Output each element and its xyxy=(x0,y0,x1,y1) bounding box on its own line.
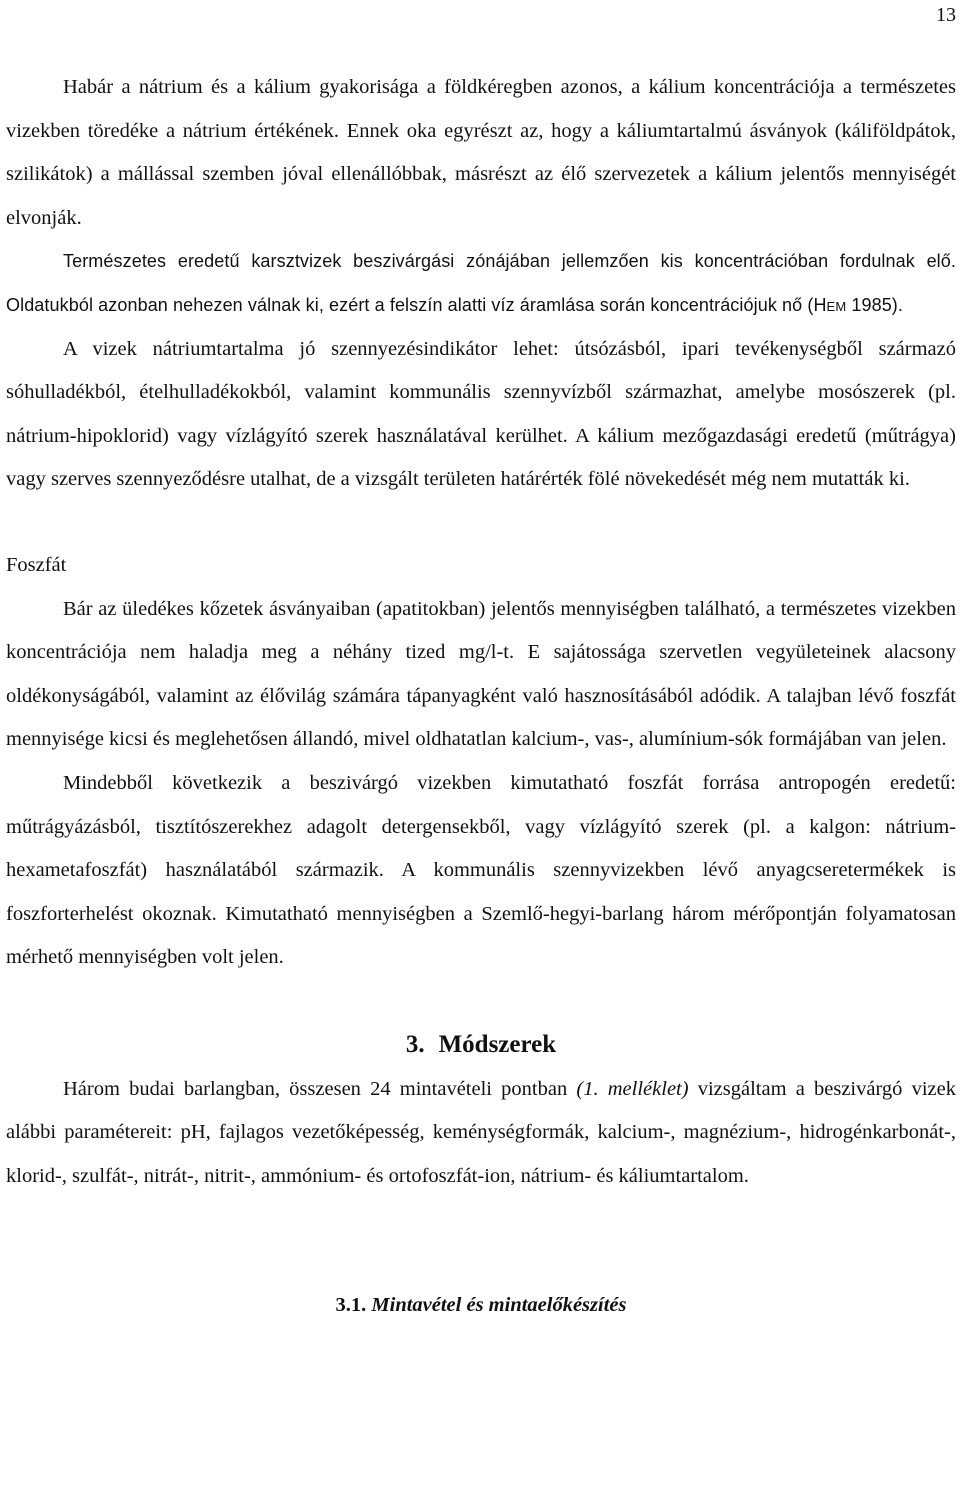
paragraph-text: Habár a nátrium és a kálium gyakorisága a földkéregben azonos, a kálium koncentrációja a természetes vizekben töredéke a nátrium értékének. Ennek oka egyrészt az, hogy a káliumtartalmú ásványok (káliföldpátok, szilikátok) a mállással szemben jóval ellenállóbbak, másrészt az élő szervezetek a kálium jelentős mennyiségét elvonják. xyxy=(6,76,956,229)
chapter-number: 3. xyxy=(405,1030,425,1058)
section-number: 3.1. xyxy=(335,1293,367,1316)
section-title: Mintavétel és mintaelőkészítés xyxy=(371,1293,627,1316)
chapter-heading xyxy=(6,1022,956,1068)
paragraph-text: Mindebből következik a beszivárgó vizekben kimutatható foszfát forrása antropogén eredetű: műtrágyázásból, tisztítószerekhez adagolt detergensekből, vagy vízlágyító szerek (pl. a kalgon: nátrium-hexametafoszfát) használatából származik. A kommunális szennyvizekben lévő anyagcseretermékek is foszforterhelést okoznak. Kimutatható mennyiségben a Szemlő-hegyi-barlang három mérőpontján folyamatosan mérhető mennyiségben volt jelen. xyxy=(6,771,956,969)
paragraph-text: Bár az üledékes kőzetek ásványaiban (apatitokban) jelentős mennyiségben található, a természetes vizekben koncentrációja nem haladja meg a néhány tized mg/l-t. E sajátossága szervetlen vegyületeinek alacsony oldékonyságából, valamint az élővilág számára tápanyagként való hasznosításából adódik. A talajban lévő foszfát mennyisége kicsi és meglehetősen állandó, mivel oldhatatlan kalcium-, vas-, alumínium-sók formájában van jelen. xyxy=(6,597,956,751)
paragraph-sodium-pollution xyxy=(6,328,956,502)
page-number: 13 xyxy=(936,4,956,26)
page-body xyxy=(6,66,956,1325)
paragraph-karst-water xyxy=(6,240,956,327)
subheading-phosphate: Foszfát xyxy=(6,553,67,576)
paragraph-phosphate-minerals xyxy=(6,588,956,762)
paragraph-text: A vizek nátriumtartalma jó szennyezésindikátor lehet: útsózásból, ipari tevékenységből származó sóhulladékból, ételhulladékokból, valamint kommunális szennyvízből származhat, amelybe mosószerek (pl. nátrium-hipoklorid) vagy vízlágyító szerek használatával kerülhet. A kálium mezőgazdasági eredetű (műtrágya) vagy szerves szennyeződésre utalhat, de a vizsgált területen határérték fölé növekedését még nem mutatták ki. xyxy=(6,337,956,491)
paragraph-sodium-potassium xyxy=(6,66,956,240)
chapter-title: Módszerek xyxy=(438,1030,557,1058)
paragraph-text: vizsgáltam a beszivárgó vizek alábbi paramétereit: pH, fajlagos vezetőképesség, keménységformák, kalcium-, magnézium-, hidrogénkarbonát-, klorid-, szulfát-, nitrát-, nitrit-, ammónium- és ortofoszfát-ion, nátrium- és káliumtartalom. xyxy=(6,1077,956,1188)
paragraph-methods xyxy=(6,1068,956,1199)
citation-year: 1985). xyxy=(846,294,904,315)
paragraph-text: Három budai barlangban, összesen 24 mintavételi pontban xyxy=(63,1077,577,1100)
paragraph-text-sans: Oldatukból azonban nehezen válnak ki, ezért a felszín alatti víz áramlása során koncentrációjuk nő ( xyxy=(6,294,814,315)
appendix-reference: (1. melléklet) xyxy=(576,1077,689,1100)
paragraph-phosphate-sources xyxy=(6,762,956,980)
section-heading xyxy=(6,1285,956,1325)
paragraph-text-sans: Természetes eredetű karsztvizek beszivárgási zónájában jellemzően kis koncentrációban fordulnak elő. xyxy=(63,251,956,272)
citation-author: Hem xyxy=(813,294,847,315)
